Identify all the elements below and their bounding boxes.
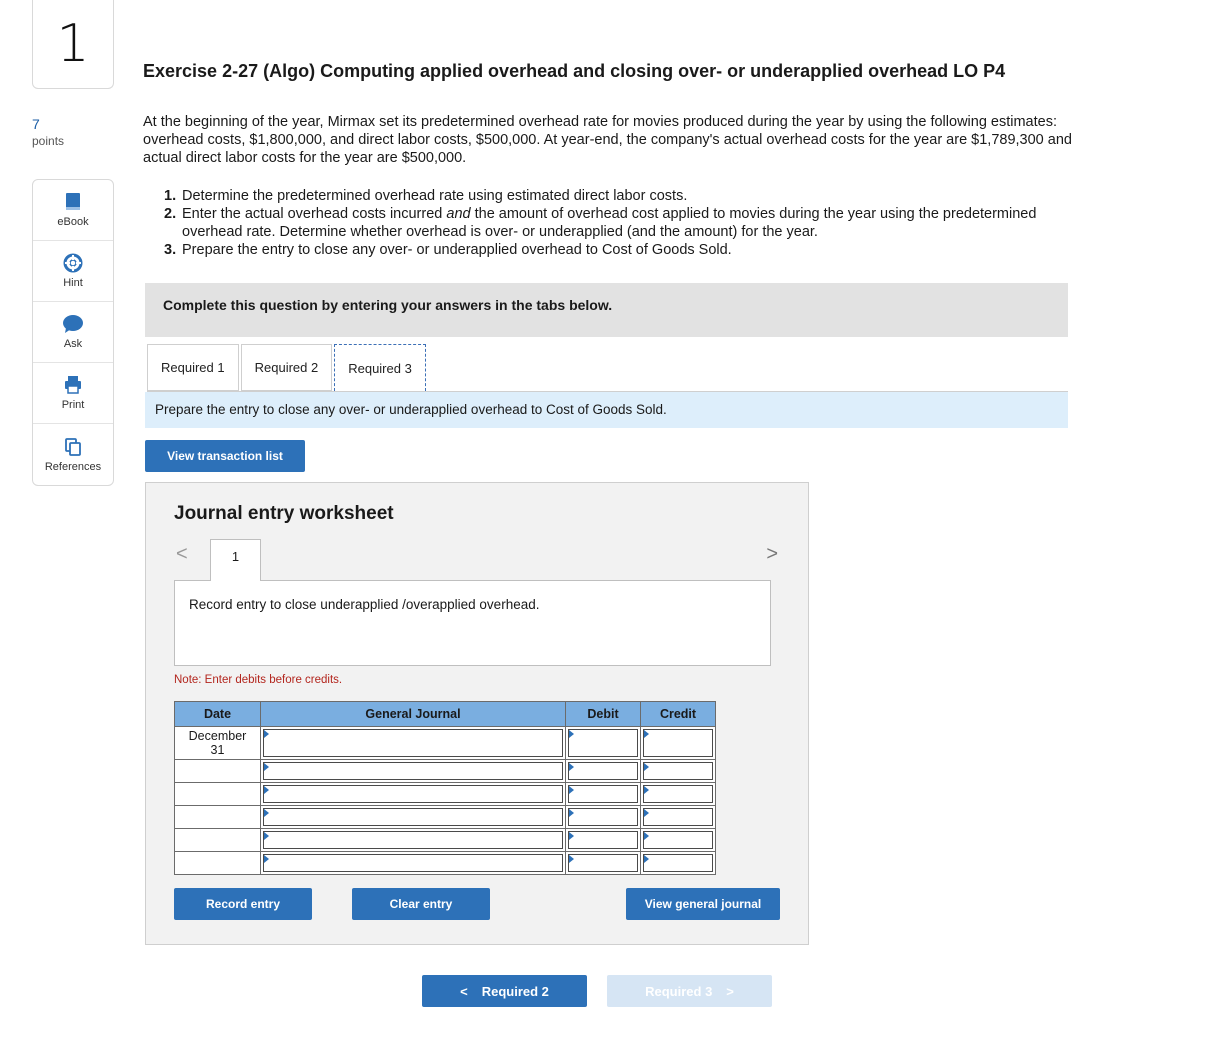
debit-cell[interactable] <box>566 760 641 783</box>
account-input[interactable] <box>263 808 563 826</box>
step-text <box>182 205 1044 241</box>
account-input[interactable] <box>263 831 563 849</box>
tab-prompt: Prepare the entry to close any over- or underapplied overhead to Cost of Goods Sold. <box>145 392 1068 428</box>
references-button[interactable] <box>33 424 113 485</box>
chevron-right-icon: > <box>726 983 734 999</box>
journal-table <box>174 701 716 875</box>
date-cell <box>175 829 261 852</box>
previous-required-button[interactable] <box>422 975 587 1007</box>
next-required-button[interactable] <box>607 975 772 1007</box>
print-button[interactable] <box>33 363 113 424</box>
column-header-date: Date <box>175 702 261 727</box>
ebook-button[interactable] <box>33 180 113 241</box>
general-journal-cell[interactable] <box>261 852 566 875</box>
tab-required-2[interactable]: Required 2 <box>241 344 333 391</box>
points-label: points <box>32 134 65 148</box>
column-header-credit: Credit <box>641 702 716 727</box>
worksheet-title: Journal entry worksheet <box>174 503 394 524</box>
complete-prompt: Complete this question by entering your answers in the tabs below. <box>145 283 1068 337</box>
step-number: 2. <box>164 206 177 222</box>
debit-input[interactable] <box>568 831 638 849</box>
debit-input[interactable] <box>568 729 638 757</box>
credit-cell[interactable] <box>641 829 716 852</box>
date-cell <box>175 806 261 829</box>
debit-input[interactable] <box>568 785 638 803</box>
account-input[interactable] <box>263 762 563 780</box>
tool-panel <box>32 179 114 486</box>
general-journal-cell[interactable] <box>261 727 566 760</box>
hint-button[interactable] <box>33 241 113 302</box>
table-row <box>175 783 716 806</box>
exercise-title: Exercise 2-27 (Algo) Computing applied overhead and closing over- or underapplied overhead LO P4 <box>143 61 1006 81</box>
debit-credit-note: Note: Enter debits before credits. <box>174 674 343 686</box>
date-cell <box>175 760 261 783</box>
debit-cell[interactable] <box>566 727 641 760</box>
general-journal-cell[interactable] <box>261 783 566 806</box>
prev-entry-chevron-icon[interactable]: < <box>176 543 188 565</box>
instruction-steps <box>164 187 1044 259</box>
credit-input[interactable] <box>643 785 713 803</box>
book-icon <box>63 192 83 212</box>
general-journal-cell[interactable] <box>261 829 566 852</box>
step-2 <box>164 205 1044 241</box>
account-input[interactable] <box>263 785 563 803</box>
date-cell <box>175 852 261 875</box>
debit-input[interactable] <box>568 808 638 826</box>
credit-input[interactable] <box>643 762 713 780</box>
entry-number-tab[interactable]: 1 <box>210 539 261 581</box>
record-entry-button[interactable]: Record entry <box>174 888 312 920</box>
chat-bubble-icon <box>62 314 84 334</box>
step-number: 1. <box>164 188 177 204</box>
credit-cell[interactable] <box>641 806 716 829</box>
credit-cell[interactable] <box>641 727 716 760</box>
lifebuoy-icon <box>63 253 83 273</box>
date-day: 31 <box>210 743 225 757</box>
previous-required-label: Required 2 <box>481 983 549 999</box>
next-entry-chevron-icon[interactable]: > <box>766 543 778 565</box>
table-row <box>175 806 716 829</box>
general-journal-cell[interactable] <box>261 806 566 829</box>
ask-label: Ask <box>63 338 83 350</box>
column-header-general-journal: General Journal <box>261 702 566 727</box>
tab-required-3[interactable]: Required 3 <box>334 344 426 391</box>
date-cell <box>175 783 261 806</box>
table-row <box>175 852 716 875</box>
ask-button[interactable] <box>33 302 113 363</box>
debit-cell[interactable] <box>566 806 641 829</box>
step-1 <box>164 187 1044 205</box>
credit-input[interactable] <box>643 854 713 872</box>
step-number: 3. <box>164 242 177 258</box>
clear-entry-button[interactable]: Clear entry <box>352 888 490 920</box>
view-transaction-list-button[interactable]: View transaction list <box>145 440 305 472</box>
next-required-label: Required 3 <box>645 983 713 999</box>
exercise-intro: At the beginning of the year, Mirmax set its predetermined overhead rate for movies produced during the year by using the following estimates: overhead costs, $1,800,000, and direct labor costs, $500,000. At year-end, the company's actual overhead costs for the year are $1,789,300 and actual direct labor costs for the year are $500,000. <box>143 114 1072 166</box>
print-label: Print <box>61 399 85 411</box>
step-text-pre: Enter the actual overhead costs incurred <box>182 206 447 222</box>
step-3 <box>164 241 1044 259</box>
step-text: Prepare the entry to close any over- or underapplied overhead to Cost of Goods Sold. <box>182 242 732 258</box>
required-tabs <box>147 344 428 391</box>
question-number-box <box>32 0 114 89</box>
debit-cell[interactable] <box>566 829 641 852</box>
column-header-debit: Debit <box>566 702 641 727</box>
credit-cell[interactable] <box>641 852 716 875</box>
points-block <box>32 116 64 148</box>
credit-input[interactable] <box>643 729 713 757</box>
account-input[interactable] <box>263 854 563 872</box>
points-value: 7 <box>32 116 40 132</box>
date-month: December <box>188 729 247 743</box>
debit-input[interactable] <box>568 762 638 780</box>
credit-input[interactable] <box>643 831 713 849</box>
tab-required-1[interactable]: Required 1 <box>147 344 239 391</box>
copy-icon <box>63 437 83 457</box>
account-input[interactable] <box>263 729 563 757</box>
credit-cell[interactable] <box>641 760 716 783</box>
table-row <box>175 829 716 852</box>
ebook-label: eBook <box>57 216 89 228</box>
table-row <box>175 727 716 760</box>
step-text-emphasis: and <box>446 206 471 222</box>
general-journal-cell[interactable] <box>261 760 566 783</box>
debit-cell[interactable] <box>566 852 641 875</box>
table-row <box>175 760 716 783</box>
credit-cell[interactable] <box>641 783 716 806</box>
date-cell <box>175 727 261 760</box>
credit-input[interactable] <box>643 808 713 826</box>
references-label: References <box>44 460 102 473</box>
journal-entry-worksheet <box>145 482 809 945</box>
view-general-journal-button[interactable]: View general journal <box>626 888 780 920</box>
debit-input[interactable] <box>568 854 638 872</box>
hint-label: Hint <box>63 277 83 289</box>
question-number: 1 <box>56 14 90 74</box>
printer-icon <box>63 375 83 395</box>
chevron-left-icon: < <box>460 983 468 999</box>
entry-description: Record entry to close underapplied /overapplied overhead. <box>174 580 771 666</box>
debit-cell[interactable] <box>566 783 641 806</box>
step-text: Determine the predetermined overhead rate using estimated direct labor costs. <box>182 188 688 204</box>
step-text-post: the amount of overhead cost applied to movies during the year using the predetermined overhead rate. Determine whether overhead is over- or underapplied (and the amount) for the year. <box>182 206 1037 240</box>
